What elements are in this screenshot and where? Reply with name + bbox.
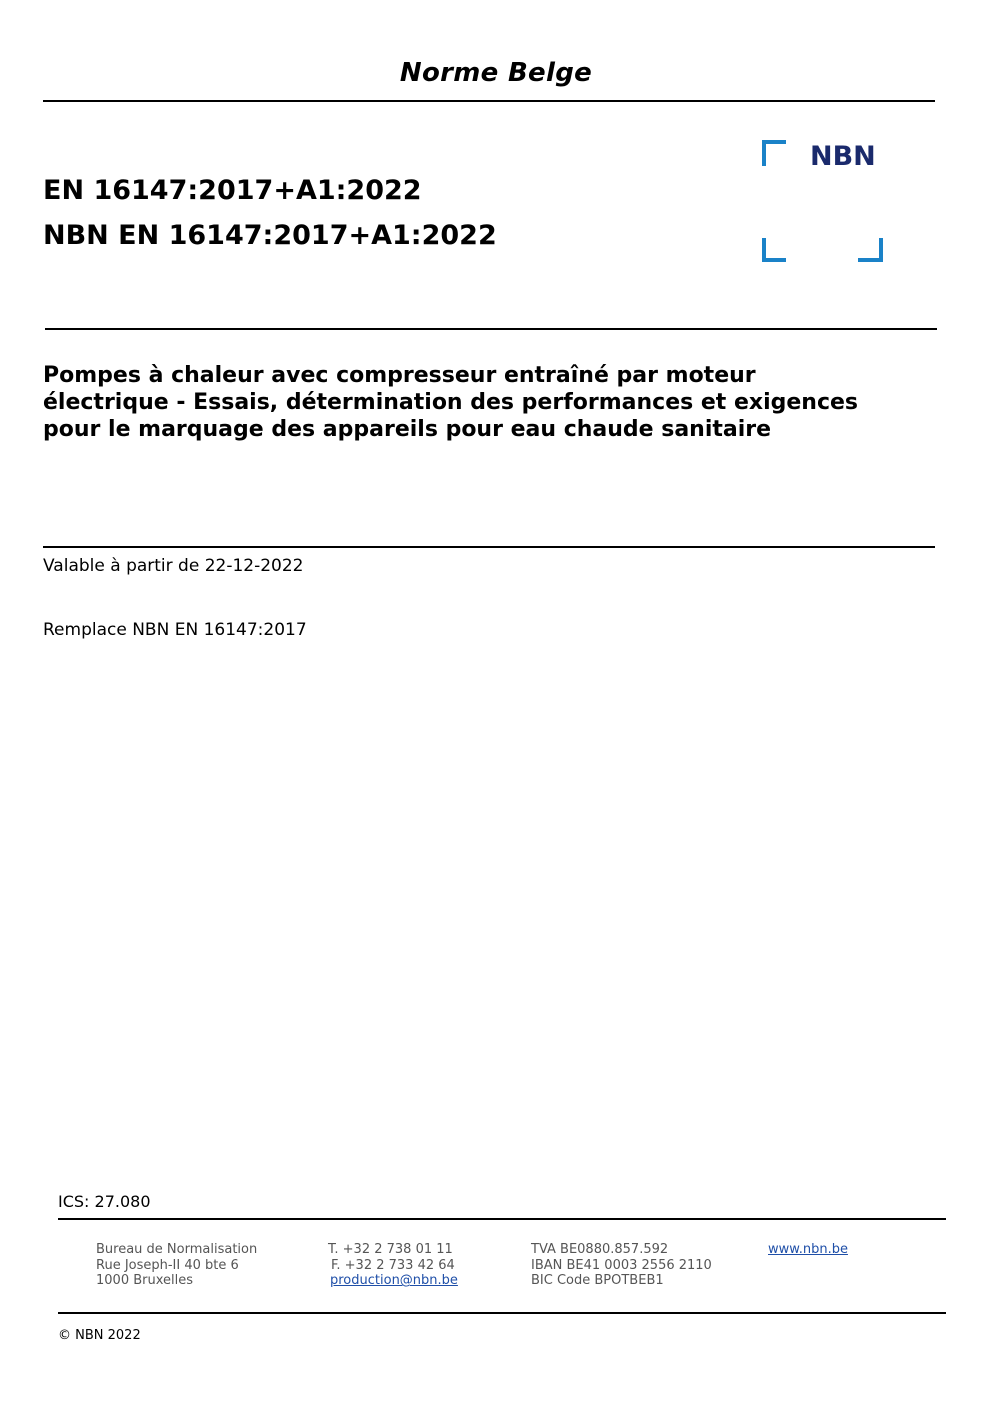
vat-number: TVA BE0880.857.592	[531, 1242, 669, 1257]
footer-banking	[531, 1242, 712, 1289]
footer-address	[96, 1242, 257, 1289]
iban-number: IBAN BE41 0003 2556 2110	[531, 1257, 712, 1273]
footer-bottom-divider	[58, 1312, 946, 1314]
nbn-logo	[762, 140, 886, 264]
standard-title: Pompes à chaleur avec compresseur entraîné par moteur électrique - Essais, détermination des performances et exigences pour le marquage des appareils pour eau chaude sanitaire	[43, 363, 859, 442]
fax-number: F. +32 2 733 42 64	[331, 1257, 455, 1273]
ics-code: ICS: 27.080	[58, 1192, 151, 1211]
footer-top-divider	[58, 1218, 946, 1220]
address-line-1: Bureau de Normalisation	[96, 1242, 258, 1257]
copyright-notice: © NBN 2022	[58, 1328, 141, 1343]
address-line-3: 1000 Bruxelles	[96, 1273, 194, 1289]
standard-code-nbn: NBN EN 16147:2017+A1:2022	[43, 220, 497, 251]
nbn-logo-text: NBN	[810, 141, 876, 172]
website-link[interactable]: www.nbn.be	[768, 1242, 848, 1257]
replaces-text: Remplace NBN EN 16147:2017	[43, 620, 307, 640]
header-divider	[43, 100, 935, 102]
standard-code-en: EN 16147:2017+A1:2022	[43, 175, 422, 206]
phone-number: T. +32 2 738 01 11	[328, 1242, 453, 1257]
nbn-logo-graphic	[762, 140, 886, 264]
bic-code: BIC Code BPOTBEB1	[531, 1273, 664, 1289]
footer-web	[768, 1242, 848, 1258]
document-header-title: Norme Belge	[399, 58, 593, 88]
title-bottom-divider	[43, 546, 935, 548]
email-link[interactable]: production@nbn.be	[330, 1273, 458, 1289]
title-top-divider	[45, 328, 937, 330]
footer-contact	[328, 1242, 458, 1289]
address-line-2: Rue Joseph-II 40 bte 6	[96, 1257, 239, 1273]
valid-from-text: Valable à partir de 22-12-2022	[43, 556, 304, 576]
